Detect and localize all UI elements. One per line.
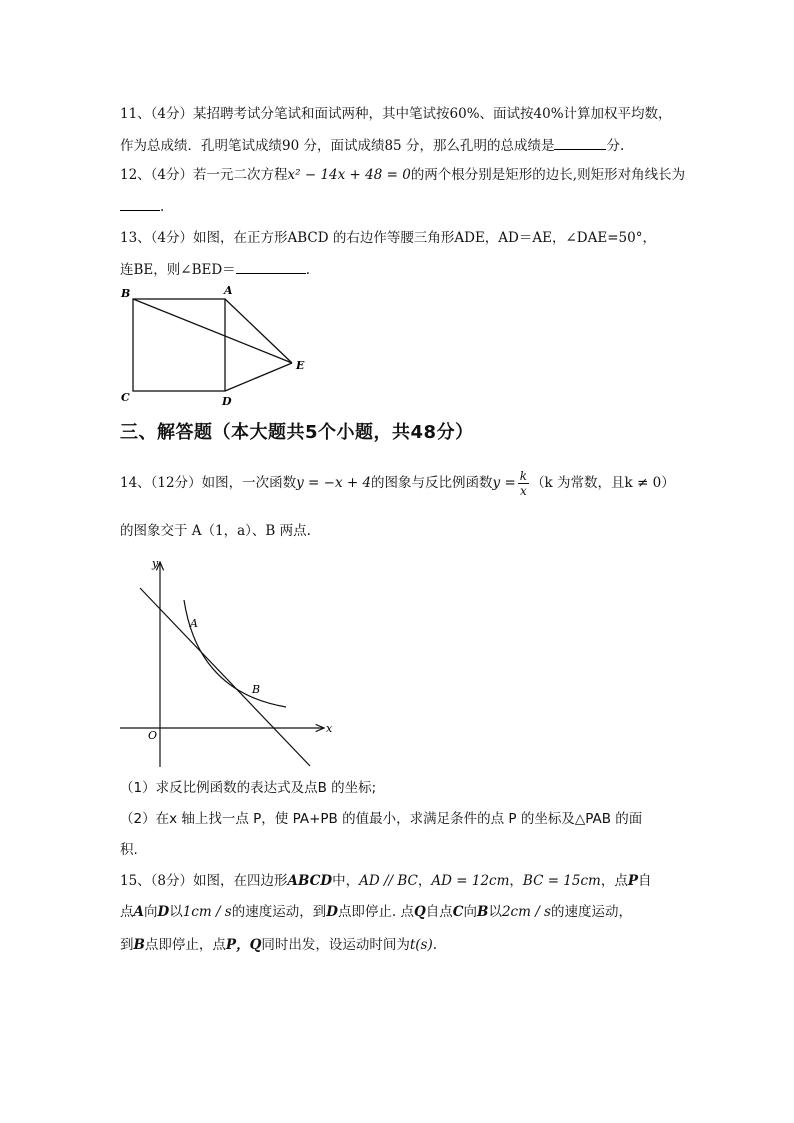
q15-l2a: 点: [120, 904, 134, 920]
q15-line3: [120, 935, 437, 955]
label-e: E: [296, 359, 305, 372]
q12-line2-end: .: [160, 199, 165, 215]
q15-speed2: 2cm / s: [501, 904, 551, 920]
q15-speed1: 1cm / s: [182, 904, 232, 920]
segment-be: [133, 299, 292, 363]
q12-line2: [120, 196, 164, 217]
q14-graph: [112, 552, 342, 772]
q15-l2g: 向: [463, 904, 478, 920]
q15-l2h: 以: [488, 904, 502, 920]
q15-l2b: 向: [143, 904, 158, 920]
q11-answer-blank[interactable]: [554, 135, 606, 150]
q15-mid: 中，: [332, 873, 360, 889]
q14-fraction: [518, 469, 529, 498]
q15-cond2: AD = 12cm: [431, 873, 510, 889]
q15-a: A: [133, 904, 144, 920]
q15-pre: 15、（8分）如图，在四边形: [120, 873, 288, 889]
q15-line2: [120, 902, 632, 922]
q11-line2-end: 分.: [606, 138, 625, 154]
q15-end: 自: [638, 873, 652, 889]
q15-p: P: [627, 873, 638, 889]
q15-line1: [120, 871, 652, 891]
q15-l3a: 到: [120, 937, 134, 953]
q14-line1: [120, 466, 675, 500]
q13-figure: [112, 280, 322, 410]
q15-l2c: 以: [169, 904, 183, 920]
q14-sub2-line2: 积.: [120, 842, 138, 858]
q15-l2i: 的速度运动，: [550, 904, 632, 920]
q15-cond3: BC = 15cm: [522, 873, 601, 889]
q15-sep2: ，: [509, 873, 523, 889]
q11-line1: 11、（4分）某招聘考试分笔试和面试两种，其中笔试按60%、面试按40%计算加权平均数，: [120, 106, 672, 122]
q15-d: D: [157, 904, 170, 920]
q15-sep1: ，: [417, 873, 432, 889]
q15-d2: D: [326, 904, 338, 920]
q11-line2: [120, 135, 624, 156]
point-a-label: A: [190, 617, 198, 630]
section-title: 三、解答题（本大题共5个小题，共48分）: [120, 422, 474, 443]
q15-cond1: AD // BC: [359, 873, 418, 889]
q13-line2-text: 连BE，则∠BED＝: [120, 262, 236, 278]
q15-c: C: [452, 904, 464, 920]
q14-sub2-line1: （2）在x 轴上找一点 P，使 PA+PB 的值最小，求满足条件的点 P 的坐标及△PAB 的面: [120, 811, 643, 827]
square-abcd: [133, 299, 225, 391]
q13-line1: 13、（4分）如图，在正方形ABCD 的右边作等腰三角形ADE，AD＝AE，∠DAE=50°，: [120, 230, 656, 246]
q13-answer-blank[interactable]: [236, 259, 306, 274]
q14-mid: 的图象与反比例函数: [371, 475, 493, 491]
q15-pq: P，Q: [225, 937, 262, 953]
q12-post: 的两个根分别是矩形的边长,则矩形对角线长为: [410, 167, 686, 183]
q11-line2-text: 作为总成绩．孔明笔试成绩90 分，面试成绩85 分，那么孔明的总成绩是: [120, 138, 555, 154]
segment-ae: [225, 299, 292, 363]
q15-l2d: 的速度运动，到: [231, 904, 327, 920]
linear-function-line: [140, 588, 310, 766]
q12-line1: [120, 165, 685, 185]
point-b-label: B: [252, 683, 261, 696]
q15-post: ，点: [600, 873, 628, 889]
axis-label-y: y: [152, 557, 159, 570]
q15-l2f: 自点: [425, 904, 453, 920]
label-c: C: [121, 391, 130, 404]
q12-pre: 12、（4分）若一元二次方程: [120, 167, 288, 183]
segment-de: [225, 363, 292, 391]
q14-line2: 的图象交于 A（1，a）、B 两点.: [120, 523, 311, 539]
q15-l3b: 点即停止，点: [144, 937, 226, 953]
label-b: B: [121, 287, 131, 300]
axis-label-x: x: [326, 722, 333, 735]
q15-abcd: ABCD: [287, 873, 333, 889]
q14-pre: 14、（12分）如图，一次函数: [120, 475, 297, 491]
label-a: A: [224, 284, 233, 297]
q12-answer-blank[interactable]: [120, 196, 160, 211]
q15-b: B: [477, 904, 489, 920]
q14-frac-num: k: [519, 469, 528, 483]
q14-linear: y = −x + 4: [296, 475, 372, 491]
q15-l2e: 点即停止. 点: [337, 904, 415, 920]
q13-line2: [120, 259, 310, 280]
q14-sub1: （1）求反比例函数的表达式及点B 的坐标;: [120, 780, 377, 796]
inverse-function-curve: [184, 600, 286, 707]
q15-q: Q: [414, 904, 426, 920]
q15-t: t(s): [409, 937, 433, 953]
origin-label: O: [148, 729, 158, 742]
q13-line2-end: .: [305, 262, 310, 278]
q12-equation: x² − 14x + 48 = 0: [287, 167, 411, 183]
q14-y-eq: y =: [492, 475, 516, 491]
q15-l3d: .: [432, 937, 438, 953]
q15-l3c: 同时出发，设运动时间为: [261, 937, 410, 953]
label-d: D: [222, 395, 232, 408]
q14-post: （k 为常数，且k ≠ 0）: [531, 475, 675, 491]
q15-b2: B: [133, 937, 145, 953]
q14-frac-den: x: [520, 484, 527, 498]
